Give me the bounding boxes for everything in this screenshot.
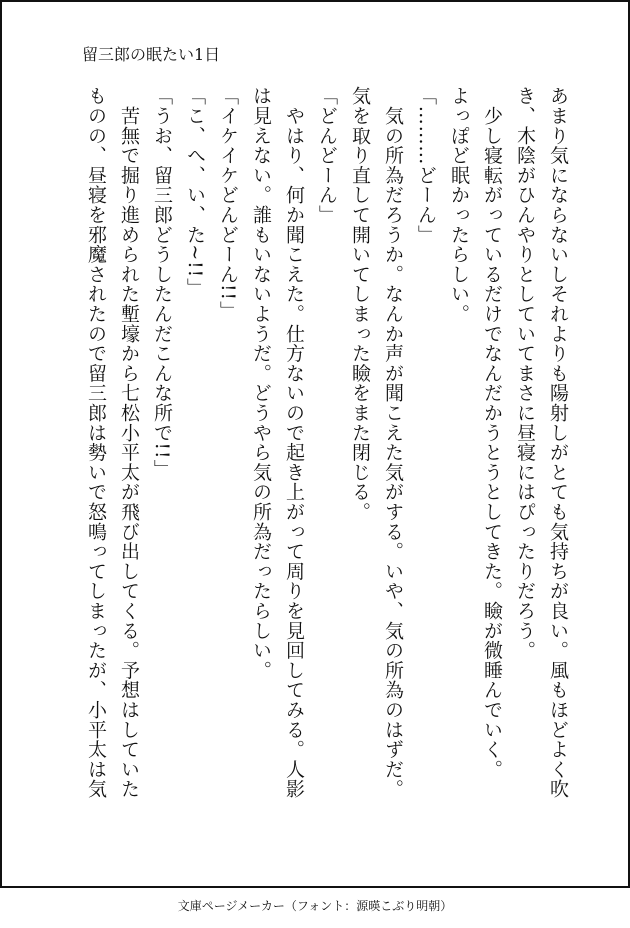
text-column: 気を取り直して開いてしまった瞼をまた閉じる。 — [349, 86, 371, 522]
text-column: 「うお、留三郎どうしたんだこんな所で!!」 — [151, 86, 173, 480]
text-column: 「………どーん」 — [415, 86, 437, 245]
text-column: は見えない。誰もいないようだ。どうやら気の所為だったらしい。 — [250, 86, 272, 680]
text-column: 少し寝転がっているだけでなんだかうとうとしてきた。瞼が微睡んでいく。 — [481, 86, 503, 779]
text-column: ものの、昼寝を邪魔されたので留三郎は勢いで怒鳴ってしまったが、小平太は気 — [85, 86, 107, 799]
text-column: やはり、何か聞こえた。仕方ないので起き上がって周りを見回してみる。人影 — [283, 86, 305, 799]
text-column: 「イケイケどんどーん!!」 — [217, 86, 239, 321]
footer-credit: 文庫ページメーカー（フォント：源暎こぶり明朝） — [177, 899, 453, 913]
text-column: あまり気にならないしそれよりも陽射しがとても気持ちが良い。風もほどよく吹 — [547, 86, 569, 799]
text-column: 気の所為だろうか。なんか声が聞こえた気がする。いや、気の所為のはずだ。 — [382, 86, 404, 799]
text-column: 苦無で掘り進められた塹壕から七松小平太が飛び出してくる。予想はしていた — [118, 86, 140, 799]
text-column: 「こ、へ、い、た~!!」 — [184, 86, 206, 298]
text-column: 「どんどーん」 — [316, 86, 338, 225]
text-column: よっぽど眠かったらしい。 — [448, 86, 470, 324]
text-column: き、木陰がひんやりとしていてまさに昼寝にはぴったりだろう。 — [514, 86, 536, 661]
page-title: 留三郎の眠たい1日 — [82, 45, 221, 64]
vertical-text-body — [79, 86, 574, 826]
